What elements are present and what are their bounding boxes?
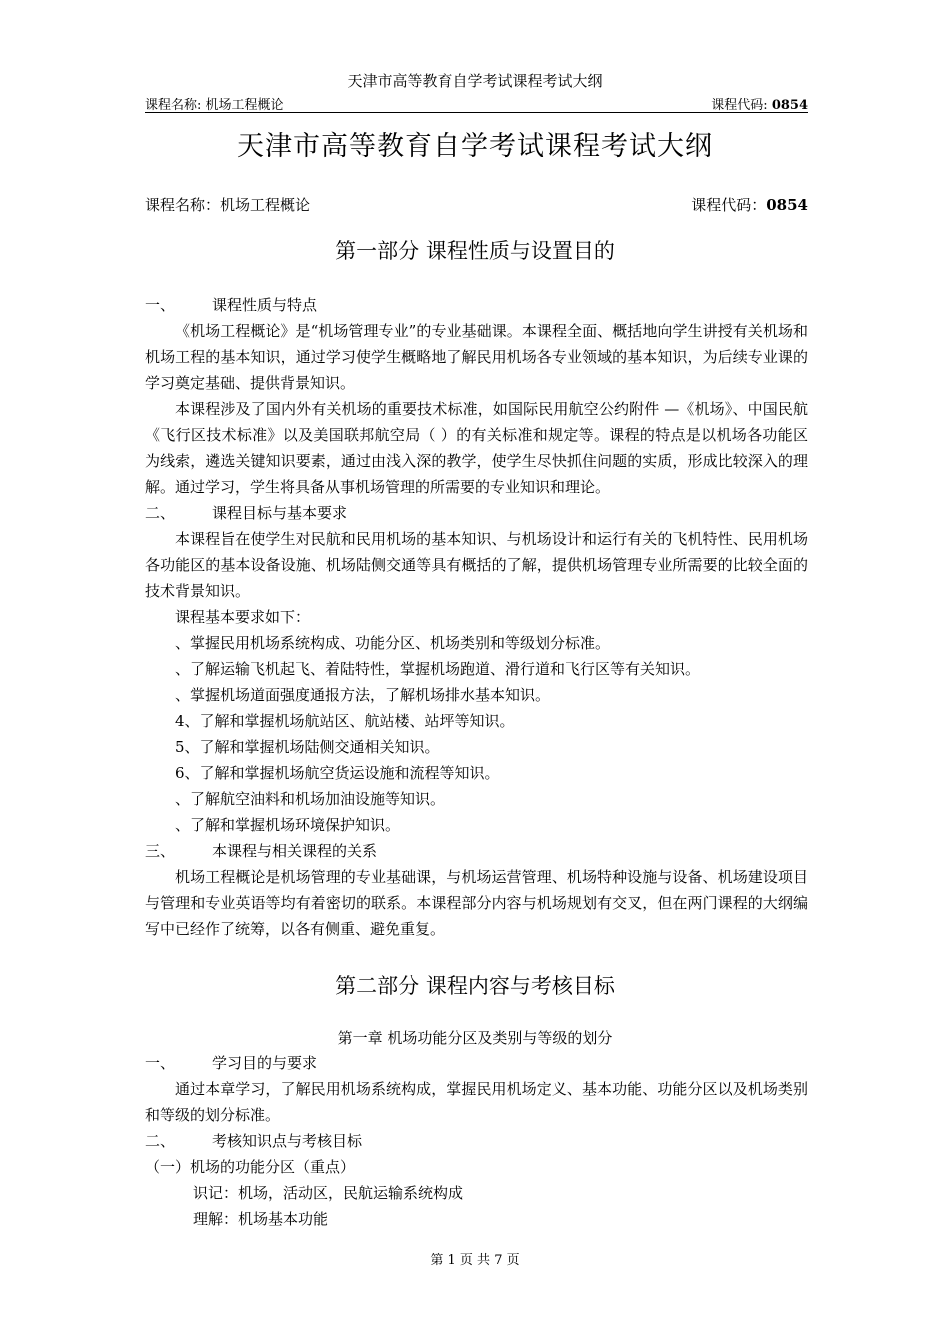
list-item: 、了解和掌握机场环境保护知识。 bbox=[175, 816, 401, 834]
list-intro: 课程基本要求如下： bbox=[175, 608, 311, 626]
section-heading: 三、 本课程与相关课程的关系 bbox=[145, 842, 378, 860]
running-header-row bbox=[145, 94, 808, 113]
part2-body bbox=[145, 1050, 808, 1232]
course-info-row bbox=[145, 194, 808, 215]
paragraph: 本课程涉及了国内外有关机场的重要技术标准，如国际民用航空公约附件 —《机场》、中国民航《飞行区技术标准》以及美国联邦航空局（ ）的有关标准和规定等。课程的特点是以机场各功能区为线索，遴选关键知识要素，通过由浅入深的教学，使学生尽快抓住问题的实质，形成比较深入的理解。通过学习，学生将具备从事机场管理的所需要的专业知识和理论。 bbox=[145, 400, 808, 496]
section-heading: 二、 考核知识点与考核目标 bbox=[145, 1132, 363, 1150]
header-course-name: 课程名称: 机场工程概论 bbox=[145, 98, 284, 113]
header-course-code: 课程代码: 0854 bbox=[711, 98, 808, 113]
section-heading: 一、 学习目的与要求 bbox=[145, 1054, 318, 1072]
list-item: 4、了解和掌握机场航站区、航站楼、站坪等知识。 bbox=[175, 712, 515, 730]
document-title: 天津市高等教育自学考试课程考试大纲 bbox=[237, 131, 713, 162]
header-divider bbox=[145, 112, 808, 113]
list-item: 5、了解和掌握机场陆侧交通相关知识。 bbox=[175, 738, 440, 756]
paragraph: 《机场工程概论》是“机场管理专业”的专业基础课。本课程全面、概括地向学生讲授有关机场和机场工程的基本知识，通过学习使学生概略地了解民用机场各专业领域的基本知识，为后续专业课的学习奠定基础、提供背景知识。 bbox=[145, 322, 808, 392]
paragraph: 通过本章学习，了解民用机场系统构成，掌握民用机场定义、基本功能、功能分区以及机场类别和等级的划分标准。 bbox=[145, 1080, 808, 1124]
part1-title: 第一部分 课程性质与设置目的 bbox=[335, 239, 615, 263]
list-item: 6、了解和掌握机场航空货运设施和流程等知识。 bbox=[175, 764, 500, 782]
understand-line: 理解：机场基本功能 bbox=[193, 1210, 329, 1228]
page-footer: 第 1 页 共 7 页 bbox=[430, 1253, 520, 1268]
paragraph: 机场工程概论是机场管理的专业基础课，与机场运营管理、机场特种设施与设备、机场建设项目与管理和专业英语等均有着密切的联系。本课程部分内容与机场规划有交叉，但在两门课程的大纲编写中已经作了统筹，以各有侧重、避免重复。 bbox=[145, 868, 808, 938]
recall-line: 识记：机场，活动区，民航运输系统构成 bbox=[193, 1184, 464, 1202]
chapter-title: 第一章 机场功能分区及类别与等级的划分 bbox=[337, 1029, 613, 1047]
section-heading: 一、 课程性质与特点 bbox=[145, 296, 318, 314]
course-name: 课程名称：机场工程概论 bbox=[145, 196, 311, 214]
list-item: 、掌握民用机场系统构成、功能分区、机场类别和等级划分标准。 bbox=[175, 634, 611, 652]
list-item: 、掌握机场道面强度通报方法，了解机场排水基本知识。 bbox=[175, 686, 551, 704]
part1-body bbox=[145, 292, 808, 942]
subsection-heading: （一）机场的功能分区（重点） bbox=[145, 1158, 356, 1176]
course-code: 课程代码：0854 bbox=[691, 196, 808, 214]
list-item: 、了解航空油料和机场加油设施等知识。 bbox=[175, 790, 446, 808]
part2-title: 第二部分 课程内容与考核目标 bbox=[335, 974, 615, 998]
paragraph: 本课程旨在使学生对民航和民用机场的基本知识、与机场设计和运行有关的飞机特性、民用机场各功能区的基本设备设施、机场陆侧交通等具有概括的了解，提供机场管理专业所需要的比较全面的技术背景知识。 bbox=[145, 530, 808, 600]
section-heading: 二、 课程目标与基本要求 bbox=[145, 504, 348, 522]
list-item: 、了解运输飞机起飞、着陆特性，掌握机场跑道、滑行道和飞行区等有关知识。 bbox=[175, 660, 701, 678]
running-header-title: 天津市高等教育自学考试课程考试大纲 bbox=[347, 72, 603, 90]
